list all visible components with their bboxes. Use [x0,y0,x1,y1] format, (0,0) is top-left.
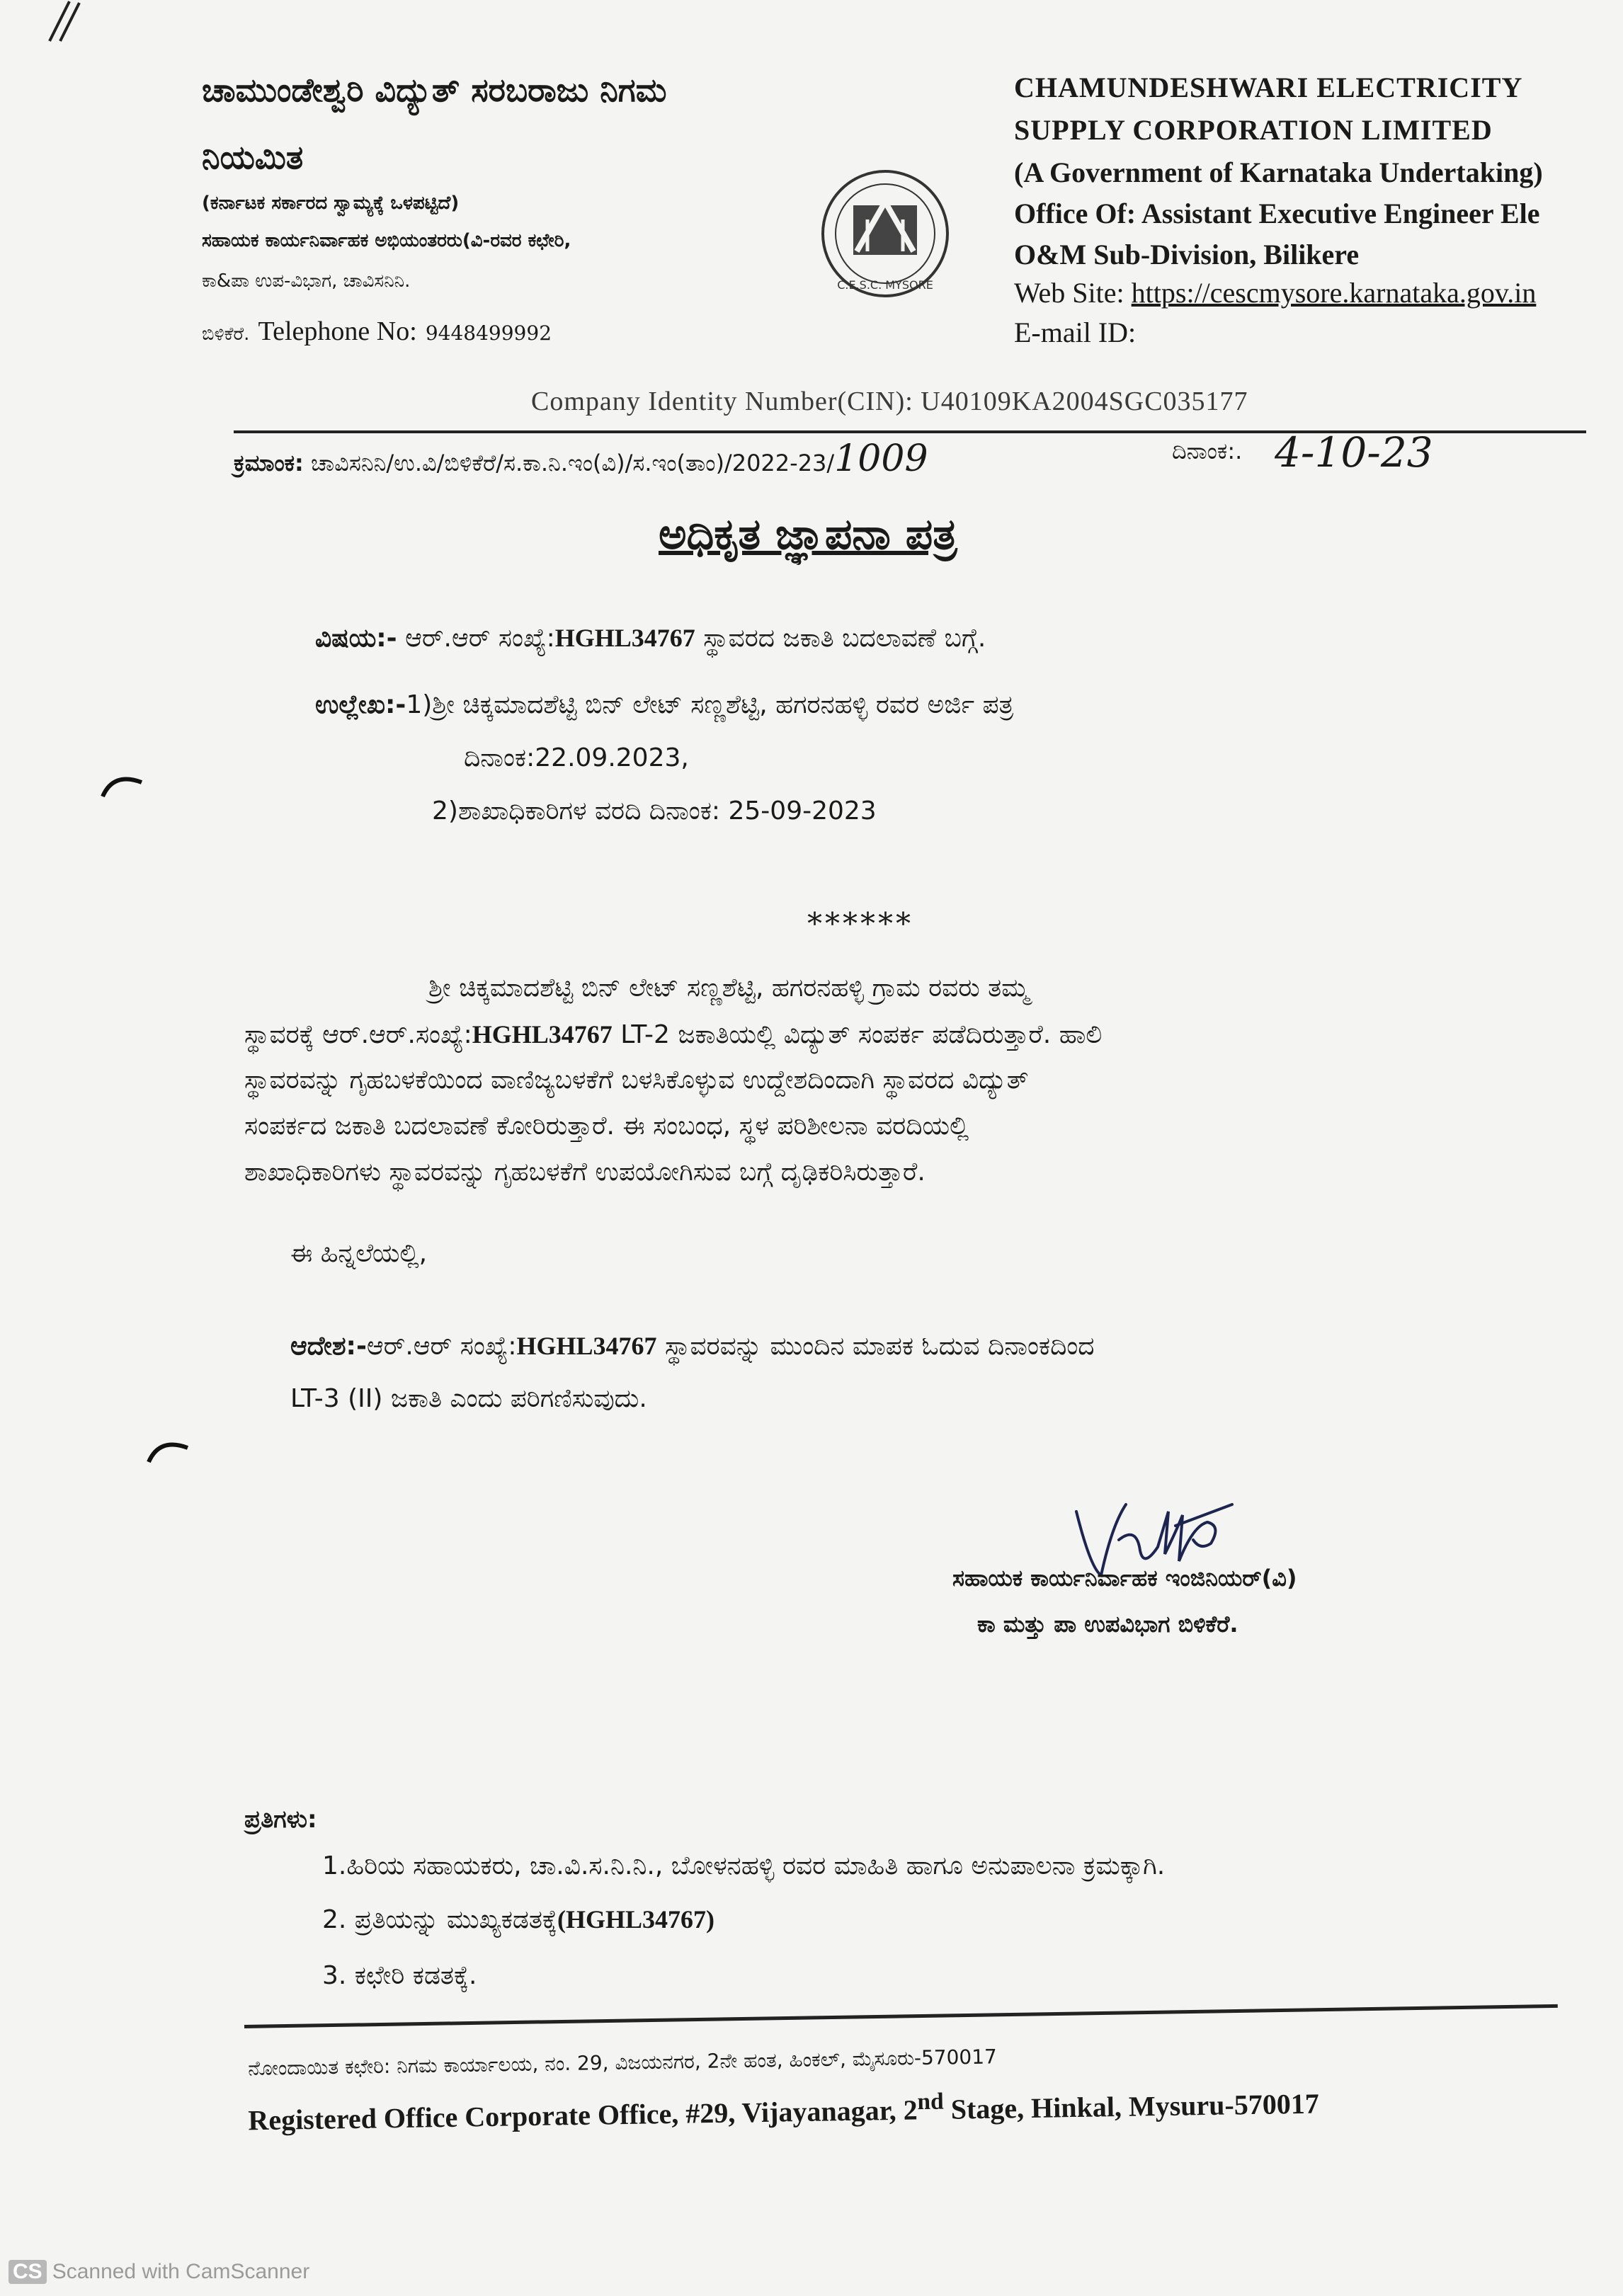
order-text-b: ಸ್ಥಾವರವನ್ನು ಮುಂದಿನ ಮಾಪಕ ಓದುವ ದಿನಾಂಕದಿಂದ [665,1332,1095,1361]
telephone-number: 9448499992 [425,321,552,345]
copy-item-2-rr: (HGHL34767) [557,1905,714,1934]
reference-1-date: ದಿನಾಂಕ:22.09.2023, [464,743,689,772]
signatory-office: ಕಾ ಮತ್ತು ಪಾ ಉಪವಿಭಾಗ ಬಿಳಿಕೆರೆ. [977,1611,1238,1638]
reference-number: ಚಾವಿಸನಿನಿ/ಉ.ವಿ/ಬಿಳಿಕೆರೆ/ಸ.ಕಾ.ನಿ.ಇಂ(ವಿ)/ಸ.ಇಂ(ತಾಂ)/2022-23/ [311,450,835,476]
references-label: ಉಲ್ಲೇಖ:- [315,690,406,719]
order-text-a: ಆರ್.ಆರ್ ಸಂಖ್ಯೆ: [366,1332,517,1361]
subject-rr-number: HGHL34767 [554,624,695,652]
subject-label: ವಿಷಯ:- [315,624,397,653]
body-line-2 [244,1012,1505,1057]
reference-1 [315,690,1013,720]
office-kannada: ಸಹಾಯಕ ಕಾರ್ಯನಿರ್ವಾಹಕ ಅಭಿಯಂತರರು(ವಿ-ರವರ ಕಛೇರಿ, [202,230,571,251]
punch-hole-mark-2 [145,1437,195,1466]
telephone-row [202,315,552,347]
body-rr-number: HGHL34767 [472,1020,613,1049]
reference-number-row [234,438,928,480]
subject-line [315,623,986,653]
registered-office-kannada: ನೋಂದಾಯಿತ ಕಛೇರಿ: ನಿಗಮ ಕಾರ್ಯಾಲಯ, ನಂ. 29, ವಿಜಯನಗರ, 2ನೇ ಹಂತ, ಹಿಂಕಲ್, ಮೈಸೂರು-570017 [248,2045,998,2080]
copies-label: ಪ್ರತಿಗಳು: [244,1805,317,1834]
punch-hole-mark [99,772,149,800]
scanner-watermark [8,2260,309,2284]
subject-text-before: ಆರ್.ಆರ್ ಸಂಖ್ಯೆ: [405,624,555,653]
telephone-label: Telephone No: [258,316,417,346]
logo-text: C.E.S.C. MYSORE [837,278,933,292]
scanner-badge: CS [8,2260,47,2284]
subject-text-after: ಸ್ಥಾವರದ ಜಕಾತಿ ಬದಲಾವಣೆ ಬಗ್ಗೆ. [703,624,986,653]
copy-item-2 [322,1904,714,1935]
signatory-designation: ಸಹಾಯಕ ಕಾರ್ಯನಿರ್ವಾಹಕ ಇಂಜಿನಿಯರ್(ವಿ) [952,1565,1297,1592]
website-label: Web Site: [1014,277,1124,309]
body-line-4: ಸಂಪರ್ಕದ ಜಕಾತಿ ಬದಲಾವಣೆ ಕೋರಿರುತ್ತಾರೆ. ಈ ಸಂಬಂಧ, ಸ್ಥಳ ಪರಿಶೀಲನಾ ವರದಿಯಲ್ಲಿ [244,1112,969,1141]
body-line-5: ಶಾಖಾಧಿಕಾರಿಗಳು ಸ್ಥಾವರವನ್ನು ಗೃಹಬಳಕೆಗೆ ಉಪಯೋಗಿಸುವ ಬಗ್ಗೆ ದೃಢಿಕರಿಸಿರುತ್ತಾರೆ. [244,1158,926,1187]
telephone-prefix: ಬಿಳಿಕೆರೆ. [202,324,250,345]
body-line-2-b: LT-2 ಜಕಾತಿಯಲ್ಲಿ ವಿದ್ಯುತ್ ಸಂಪರ್ಕ ಪಡೆದಿರುತ್ತಾರೆ. ಹಾಲಿ [620,1020,1103,1049]
subdivision-english: O&M Sub-Division, Bilikere [1014,239,1360,270]
copy-item-2-text: 2. ಪ್ರತಿಯನ್ನು ಮುಖ್ಯಕಡತಕ್ಕೆ [322,1905,557,1934]
cesc-logo [814,163,956,304]
order-rr-number: HGHL34767 [516,1332,657,1360]
date-label: ದಿನಾಂಕ:. [1172,438,1243,464]
reference-number-handwritten: 1009 [834,438,928,480]
body-line-1: ಶ್ರೀ ಚಿಕ್ಕಮಾದಶೆಟ್ಟಿ ಬಿನ್ ಲೇಟ್ ಸಣ್ಣಶೆಟ್ಟಿ, ಹಗರನಹಳ್ಳಿ ಗ್ರಾಮ ರವರು ತಮ್ಮ [428,973,1030,1003]
registered-office-sup: nd [917,2088,944,2115]
section-separator: ****** [807,906,913,941]
registered-office-text-a: Registered Office Corporate Office, #29, Vijayanagar, 2 [248,2094,918,2137]
subdivision-kannada: ಕಾ&ಪಾ ಉಪ-ವಿಭಾಗ, ಚಾವಿಸನಿನಿ. [202,270,411,292]
copy-item-3: 3. ಕಛೇರಿ ಕಡತಕ್ಕೆ. [322,1961,477,1990]
org-undertaking-english: (A Government of Karnataka Undertaking) [1014,156,1543,188]
order-line-2: LT-3 (II) ಜಕಾತಿ ಎಂದು ಪರಿಗಣಿಸುವುದು. [290,1384,647,1413]
reference-number-label: ಕ್ರಮಾಂಕ: [234,450,304,476]
body-line-2-a: ಸ್ಥಾವರಕ್ಕೆ ಆರ್.ಆರ್.ಸಂಖ್ಯೆ: [244,1020,472,1049]
org-name-english: CHAMUNDESHWARI ELECTRICITY [1014,72,1523,103]
email-label: E-mail ID: [1014,316,1137,348]
company-identity-number: Company Identity Number(CIN): U40109KA2004SGC035177 [531,387,1248,416]
copy-item-1: 1.ಹಿರಿಯ ಸಹಾಯಕರು, ಚಾ.ವಿ.ಸ.ನಿ.ನಿ., ಬೋಳನಹಳ್ಳಿ ರವರ ಮಾಹಿತಿ ಹಾಗೂ ಅನುಪಾಲನಾ ಕ್ರಮಕ್ಕಾಗಿ. [322,1851,1166,1880]
registered-office-english [248,2082,1319,2137]
order-label: ಆದೇಶ:- [290,1332,367,1361]
website-link[interactable]: https://cescmysore.karnataka.gov.in [1131,277,1537,309]
footer-divider [244,2004,1558,2028]
pen-mark [28,0,85,42]
office-english: Office Of: Assistant Executive Engineer Ele [1014,198,1540,229]
reference-2: 2)ಶಾಖಾಧಿಕಾರಿಗಳ ವರದಿ ದಿನಾಂಕ: 25-09-2023 [432,796,877,826]
body-line-3: ಸ್ಥಾವರವನ್ನು ಗೃಹಬಳಕೆಯಿಂದ ವಾಣಿಜ್ಯಬಳಕೆಗೆ ಬಳಸಿಕೊಳ್ಳುವ ಉದ್ದೇಶದಿಂದಾಗಿ ಸ್ಥಾವರದ ವಿದ್ಯುತ್ [244,1066,1029,1095]
org-name-english-2: SUPPLY CORPORATION LIMITED [1014,114,1493,146]
date-handwritten: 4-10-23 [1275,428,1433,476]
org-name-kannada: ಚಾಮುಂಡೇಶ್ವರಿ ವಿದ್ಯುತ್ ಸರಬರಾಜು ನಿಗಮ [202,71,667,109]
order-line-1 [290,1331,1095,1361]
document-title: ಅಧಿಕೃತ ಜ್ಞಾಪನಾ ಪತ್ರ [659,510,957,559]
registered-office-text-b: Stage, Hinkal, Mysuru-570017 [943,2087,1320,2125]
website-row [1014,276,1536,309]
context-line: ಈ ಹಿನ್ನಲೆಯಲ್ಲಿ, [290,1239,428,1268]
reference-1-text: 1)ಶ್ರೀ ಚಿಕ್ಕಮಾದಶೆಟ್ಟಿ ಬಿನ್ ಲೇಟ್ ಸಣ್ಣಶೆಟ್ಟಿ, ಹಗರನಹಳ್ಳಿ ರವರ ಅರ್ಜಿ ಪತ್ರ [406,690,1014,719]
org-undertaking-kannada: (ಕರ್ನಾಟಕ ಸರ್ಕಾರದ ಸ್ವಾಮ್ಯಕ್ಕೆ ಒಳಪಟ್ಟಿದೆ) [202,193,460,214]
org-name-kannada-2: ನಿಯಮಿತ [202,138,304,176]
scanner-text: Scanned with CamScanner [52,2260,310,2283]
